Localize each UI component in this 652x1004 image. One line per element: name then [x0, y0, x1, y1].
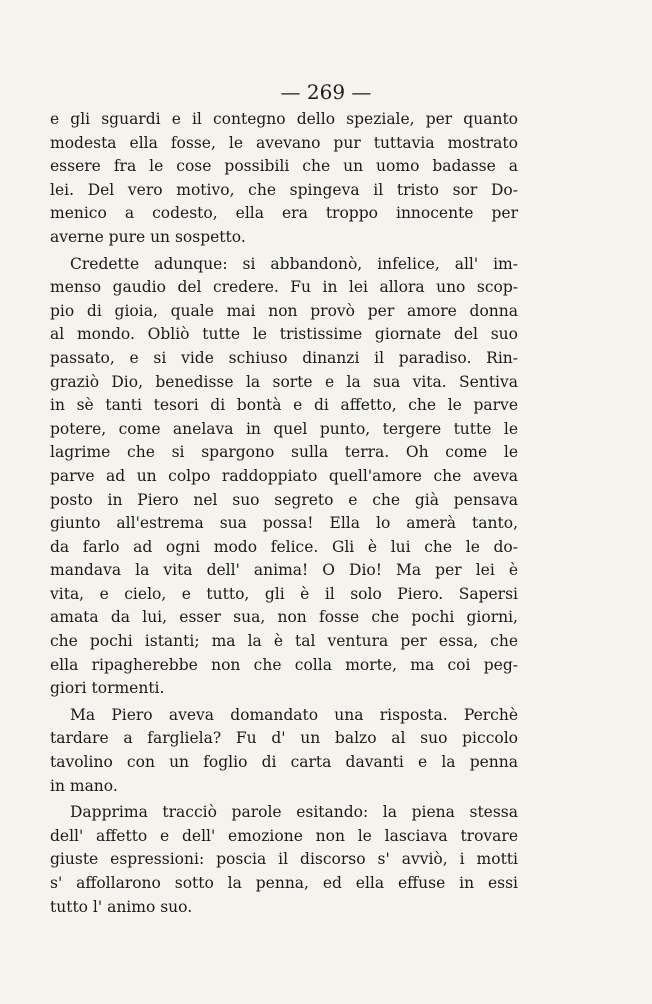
text-line: Ma Piero aveva domandato una risposta. Perchè — [70, 705, 518, 724]
text-line: e gli sguardi e il contegno dello speziale, per quanto — [50, 110, 518, 128]
text-line: lei. Del vero motivo, che spingeva il tristo sor Do- — [50, 180, 518, 199]
text-line: che pochi istanti; ma la è tal ventura per essa, che — [50, 632, 518, 651]
text-line: dell' affetto e dell' emozione non le lasciava trovare — [50, 826, 518, 845]
text-line: giuste espressioni: poscia il discorso s' avviò, i motti — [50, 850, 518, 869]
paragraph — [50, 253, 518, 701]
text-line: Credette adunque: si abbandonò, infelice, all' im- — [70, 254, 518, 273]
text-line: al mondo. Obliò tutte le tristissime giornate del suo — [50, 325, 518, 344]
text-line: amata da lui, esser sua, non fosse che pochi giorni, — [50, 608, 518, 627]
text-line: in mano. — [50, 776, 118, 795]
text-line: Dapprima tracciò parole esitando: la piena stessa — [70, 803, 518, 822]
text-line: tardare a fargliela? Fu d' un balzo al suo piccolo — [50, 729, 518, 748]
text-line: essere fra le cose possibili che un uomo badasse a — [50, 157, 518, 176]
page-number: — 269 — — [280, 80, 372, 104]
text-line: lagrime che si spargono sulla terra. Oh come le — [50, 443, 518, 462]
text-line: posto in Piero nel suo segreto e che già pensava — [50, 490, 518, 509]
text-line: giori tormenti. — [50, 679, 165, 698]
text-line: s' affollarono sotto la penna, ed ella effuse in essi — [50, 874, 518, 892]
text-line: menso gaudio del credere. Fu in lei allora uno scop- — [50, 278, 518, 297]
text-line: ella ripagherebbe non che colla morte, ma coi peg- — [50, 655, 518, 674]
text-line: da farlo ad ogni modo felice. Gli è lui che le do- — [50, 537, 518, 556]
text-line: mandava la vita dell' anima! O Dio! Ma per lei è — [50, 561, 518, 580]
paragraph — [50, 108, 518, 250]
text-line: parve ad un colpo raddoppiato quell'amore che aveva — [50, 466, 518, 485]
text-line: menico a codesto, ella era troppo innocente per — [50, 204, 518, 223]
text-line: tavolino con un foglio di carta davanti e la penna — [50, 753, 518, 772]
text-line: graziò Dio, benedisse la sorte e la sua vita. Sentiva — [50, 372, 518, 391]
text-line: pio di gioia, quale mai non provò per amore donna — [50, 301, 518, 320]
text-line: vita, e cielo, e tutto, gli è il solo Piero. Sapersi — [50, 584, 518, 603]
text-line: potere, come anelava in quel punto, tergere tutte le — [50, 419, 518, 438]
text-line: giunto all'estrema sua possa! Ella lo amerà tanto, — [50, 514, 518, 533]
text-line: tutto l' animo suo. — [50, 897, 193, 916]
body-text — [50, 108, 518, 919]
text-line: modesta ella fosse, le avevano pur tuttavia mostrato — [50, 133, 518, 152]
text-line: passato, e si vide schiuso dinanzi il paradiso. Rin- — [50, 348, 518, 367]
text-line: averne pure un sospetto. — [50, 227, 246, 246]
paragraph — [50, 704, 518, 798]
paragraph — [50, 801, 518, 919]
text-line: in sè tanti tesori di bontà e di affetto, che le parve — [50, 396, 518, 415]
